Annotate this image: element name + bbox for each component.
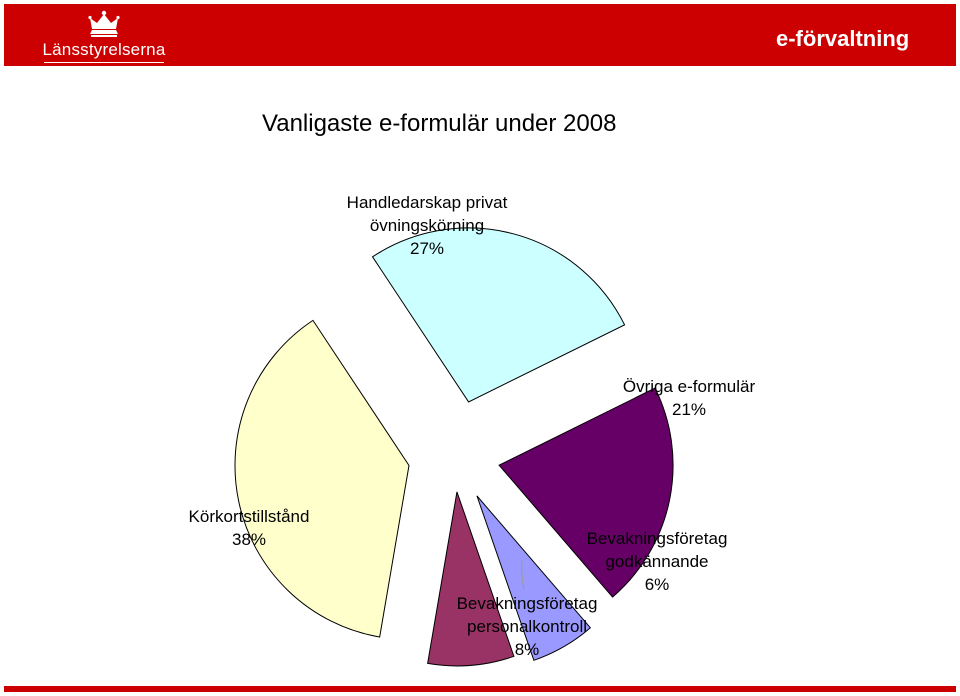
slice-value-godkannande: 6% (644, 575, 670, 594)
pie-slice-personalkontroll (428, 492, 514, 666)
slice-label-line: Övriga e-formulär (622, 377, 756, 396)
slice-label-line: Bevakningsföretag (586, 529, 728, 548)
slice-value-korkort: 38% (231, 530, 267, 549)
slice-label-line: Bevakningsföretag (456, 594, 598, 613)
slice-value-handledarskap: 27% (409, 239, 445, 258)
slice-value-ovriga: 21% (671, 400, 707, 419)
logo-text: Länsstyrelserna (42, 40, 166, 59)
slice-value-personalkontroll: 8% (514, 640, 540, 659)
slice-label-line: personalkontroll (466, 617, 588, 636)
header-title: e-förvaltning (776, 26, 910, 51)
slice-label-line: Handledarskap privat (346, 193, 508, 212)
chart-title: Vanligaste e-formulär under 2008 (262, 110, 617, 137)
slice-label-line: godkännande (605, 552, 709, 571)
pie-slice-korkort (235, 320, 409, 637)
slice-label-line: övningskörning (369, 216, 485, 235)
footer-bar (4, 686, 956, 692)
slice-label-line: Körkortstillstånd (188, 507, 310, 526)
